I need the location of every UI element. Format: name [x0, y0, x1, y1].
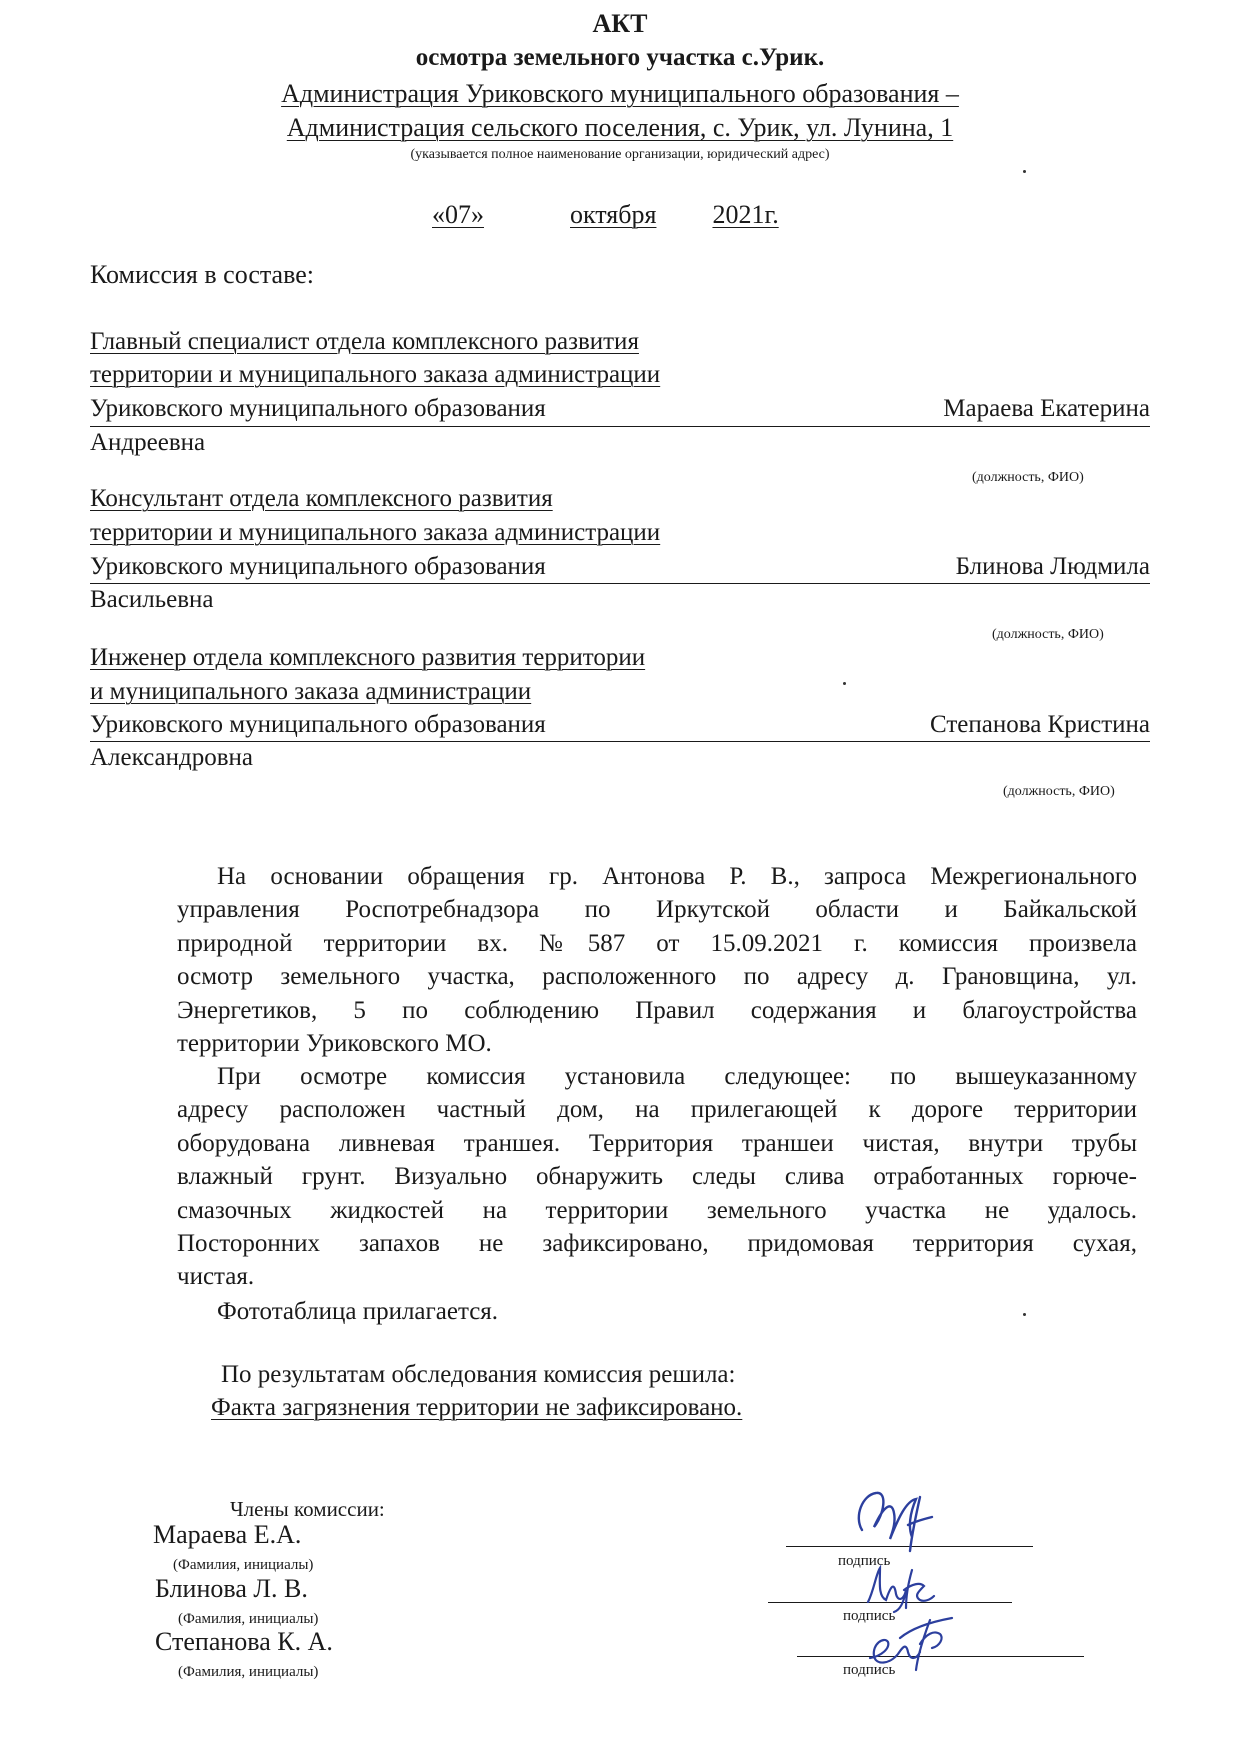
document-title: АКТ [592, 9, 648, 38]
organization-hint: (указывается полное наименование организации, юридический адрес) [410, 147, 830, 162]
signer-hint: (Фамилия, инициалы) [173, 1557, 314, 1573]
scan-speck [843, 682, 846, 685]
date-day: «07» [432, 200, 484, 229]
member-hint: (должность, ФИО) [992, 627, 1104, 642]
member-name: Мараева Екатерина [943, 395, 1150, 422]
text-line: осмотр земельного участка, расположенного по адресу д. Грановщина, ул. [177, 963, 1137, 991]
member-position-line-1: Главный специалист отдела комплексного развития [90, 328, 639, 355]
member-position-line-1: Консультант отдела комплексного развития [90, 485, 553, 512]
member-position-line-2: территории и муниципального заказа администрации [90, 361, 661, 388]
member-hint: (должность, ФИО) [972, 470, 1084, 485]
member-position-line-2: территории и муниципального заказа администрации [90, 519, 661, 546]
scan-speck [1023, 170, 1026, 173]
member-patronymic: Андреевна [90, 429, 206, 456]
fill-line [90, 426, 1150, 427]
attachment-note: Фототаблица прилагается. [217, 1298, 499, 1325]
member-position-line-2: и муниципального заказа администрации [90, 678, 532, 705]
signer-name: Мараева Е.А. [153, 1520, 302, 1549]
signer-name: Степанова К. А. [155, 1627, 333, 1656]
document-subtitle: осмотра земельного участка с.Урик. [415, 44, 825, 71]
text-line: На основании обращения гр. Антонова Р. В., запроса Межрегионального [217, 863, 1137, 890]
text-line: территории Уриковского МО. [177, 1029, 492, 1057]
text-line: управления Роспотребнадзора по Иркутской области и Байкальской [177, 896, 1137, 924]
decision-intro: По результатам обследования комиссия решила: [221, 1361, 736, 1388]
text-line: природной территории вх. №587 от 15.09.2021 г. комиссия произвела [177, 929, 1137, 957]
signer-hint: (Фамилия, инициалы) [178, 1611, 319, 1627]
signature-label: подпись [843, 1608, 896, 1624]
document-date [432, 200, 812, 230]
handwritten-signature-icon [860, 1560, 940, 1615]
signature-label: подпись [843, 1662, 896, 1678]
signature-label: подпись [838, 1553, 891, 1569]
text-line: оборудована ливневая траншея. Территория траншеи чистая, внутри трубы [177, 1129, 1137, 1157]
signer-hint: (Фамилия, инициалы) [178, 1664, 319, 1680]
organization-line-2: Администрация сельского поселения, с. Урик, ул. Лунина, 1 [286, 113, 954, 142]
handwritten-signature-icon [850, 1475, 940, 1555]
text-line: При осмотре комиссия установила следующее: по вышеуказанному [217, 1063, 1137, 1090]
fill-line [90, 583, 1150, 584]
text-line: Энергетиков, 5 по соблюдению Правил содержания и благоустройства [177, 996, 1137, 1024]
commission-heading: Комиссия в составе: [90, 260, 314, 289]
member-name: Блинова Людмила [955, 553, 1150, 580]
member-hint: (должность, ФИО) [1003, 784, 1115, 799]
handwritten-signature-icon [860, 1608, 960, 1678]
fill-line [90, 741, 1150, 742]
member-patronymic: Васильевна [90, 586, 214, 613]
member-position-line-3: Уриковского муниципального образования [90, 553, 546, 580]
signatures-heading: Члены комиссии: [230, 1497, 385, 1521]
text-line: Посторонних запахов не зафиксировано, придомовая территория сухая, [177, 1229, 1137, 1257]
signer-name: Блинова Л. В. [155, 1574, 308, 1603]
scan-speck [1023, 1313, 1026, 1316]
organization-line-1: Администрация Уриковского муниципального образования – [281, 79, 959, 108]
member-patronymic: Александровна [90, 744, 254, 771]
paragraph-findings [177, 1060, 1137, 1294]
text-line: влажный грунт. Визуально обнаружить следы слива отработанных горюче- [177, 1163, 1137, 1191]
text-line: смазочных жидкостей на территории земельного участка не удалось. [177, 1196, 1137, 1224]
decision-text: Факта загрязнения территории не зафиксировано. [211, 1394, 743, 1421]
text-line: адресу расположен частный дом, на прилегающей к дороге территории [177, 1096, 1137, 1124]
member-position-line-1: Инженер отдела комплексного развития территории [90, 644, 646, 671]
date-month: октября [570, 200, 657, 229]
member-position-line-3: Уриковского муниципального образования [90, 711, 546, 738]
member-position-line-3: Уриковского муниципального образования [90, 395, 546, 422]
text-line: чистая. [177, 1263, 255, 1291]
paragraph-basis [177, 860, 1137, 1060]
member-name: Степанова Кристина [930, 711, 1150, 738]
date-year: 2021г. [712, 200, 779, 229]
